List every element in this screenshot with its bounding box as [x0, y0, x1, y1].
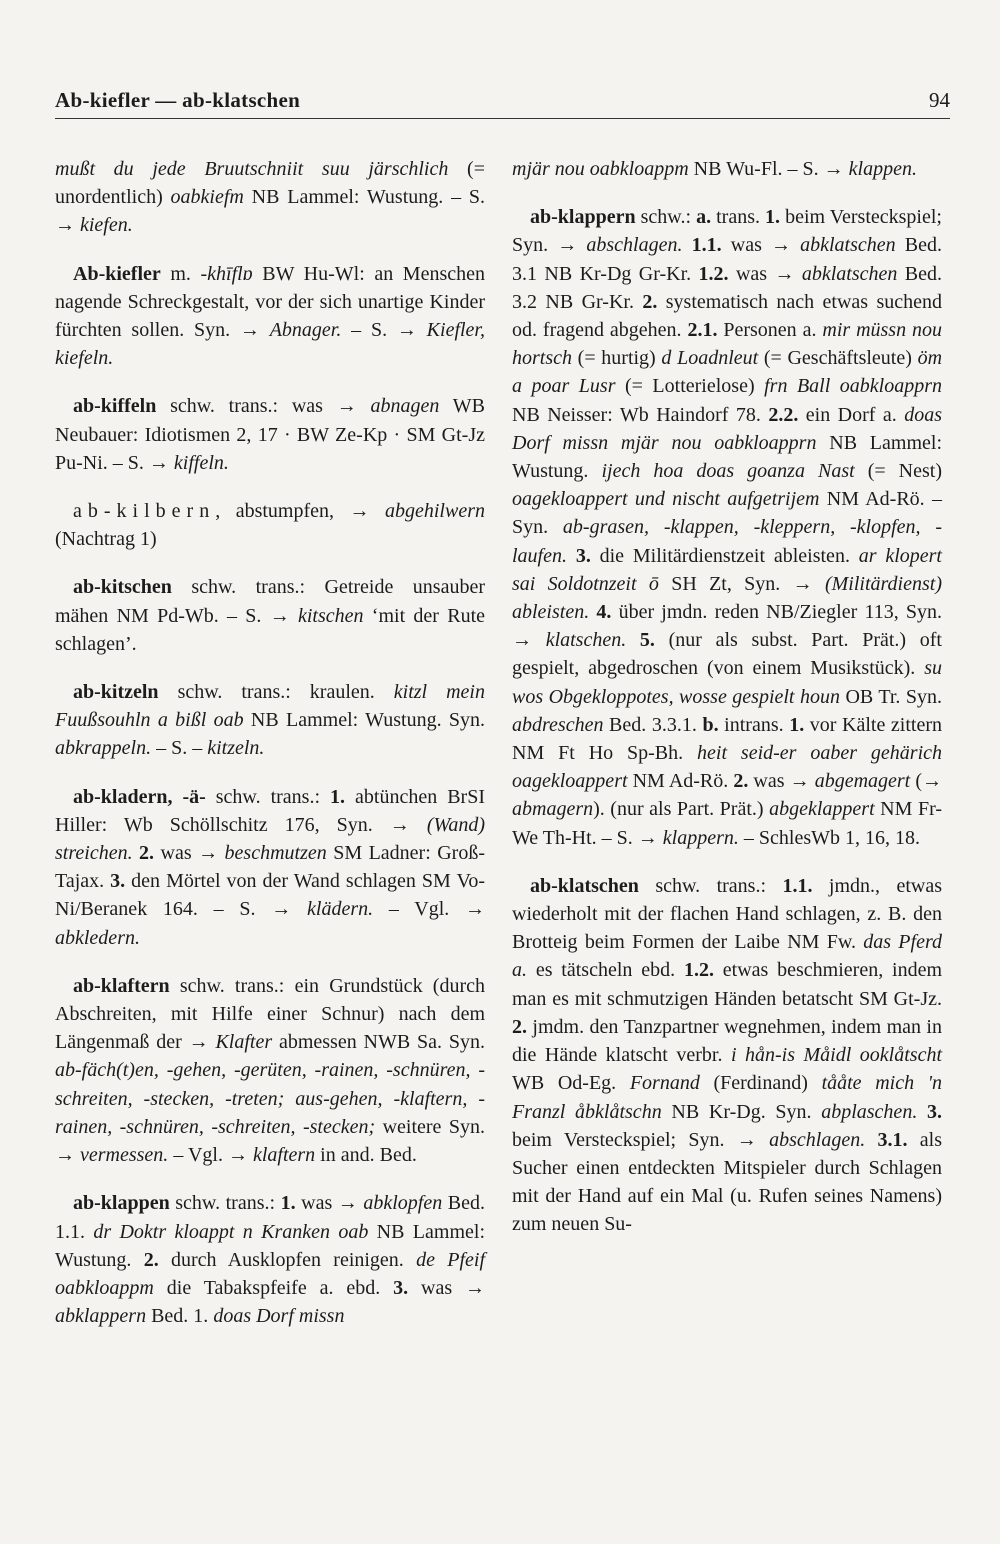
- entry-text: Bed. 1.1.: [55, 1192, 485, 1243]
- entry-text: beim Versteckspiel; Syn. →: [512, 1128, 770, 1151]
- dialect-form: d Loadnleut: [661, 347, 759, 370]
- dialect-form: abdreschen: [512, 713, 604, 736]
- entry-text: abmessen NWB Sa. Syn.: [272, 1031, 485, 1054]
- entry-text: WB Neubauer: Idiotismen 2, 17 · BW Ze-Kp · SM Gt-Jz Pu-Ni. – S. →: [55, 395, 486, 474]
- dictionary-entry: [55, 392, 485, 477]
- running-head: Ab-kiefler — ab-klatschen: [55, 88, 301, 112]
- sense-number: 1.: [330, 785, 346, 808]
- dialect-form: abkrappeln.: [55, 737, 152, 760]
- entry-text: SH Zt, Syn. →: [658, 572, 825, 595]
- entry-text: was →: [154, 842, 225, 865]
- headword: ab-kilbern: [73, 500, 216, 523]
- dictionary-entry: [55, 972, 485, 1169]
- entry-text: systematisch nach etwas suchend od. fragend abgehen.: [512, 290, 942, 342]
- dictionary-entry: [55, 1189, 485, 1330]
- dialect-form: doas Dorf missn: [213, 1305, 345, 1328]
- dialect-form: frn Ball oabkloapprn: [764, 375, 942, 398]
- sense-number: 1.: [765, 206, 781, 229]
- dialect-form: vermessen.: [80, 1144, 169, 1167]
- sense-number: 2.: [139, 842, 155, 865]
- dialect-form: ar klopert sai Soldotnzeit ō: [512, 544, 942, 595]
- headword: ab-kitzeln: [73, 681, 159, 704]
- dialect-form: mußt du jede Bruutschniit suu järschlich: [55, 158, 449, 180]
- entry-text: über jmdn. reden NB/Ziegler 113, Syn. →: [512, 601, 943, 652]
- dialect-form: abschlagen.: [586, 234, 683, 257]
- dialect-form: abkledern.: [55, 926, 140, 949]
- headword: ab-klappen: [73, 1192, 170, 1215]
- entry-text: ‘mit der Rute schlagen’.: [55, 604, 486, 655]
- entry-text: , abstumpfen, →: [215, 500, 385, 523]
- entry-text: schw. trans.: kraulen.: [158, 681, 394, 704]
- entry-text: etwas beschmieren, indem man es mit schmutzigen Händen betatscht SM Gt-Jz.: [512, 959, 943, 1010]
- entry-text: was →: [295, 1192, 364, 1215]
- dialect-form: klappern.: [662, 826, 739, 849]
- sense-number: 2.2.: [768, 403, 799, 426]
- dialect-form: abschlagen.: [769, 1128, 866, 1151]
- dialect-form: abgemagert: [814, 770, 911, 793]
- sense-number: 2.1.: [687, 319, 718, 342]
- entry-text: in and. Bed.: [315, 1144, 417, 1167]
- entry-text: ). (nur als Part. Prät.): [593, 798, 770, 821]
- dialect-form: öm a poar Lusr: [512, 347, 943, 398]
- entry-continuation: [512, 155, 942, 183]
- entry-text: – SchlesWb 1, 16, 18.: [738, 826, 920, 849]
- entry-text: (= Nest): [854, 460, 943, 483]
- headword: ab-kiffeln: [73, 395, 157, 418]
- sense-number: 2.: [512, 1015, 527, 1038]
- entry-text: NM Ad-Rö.: [627, 770, 734, 793]
- headword: ab-kladern, -ä-: [73, 785, 206, 808]
- sense-number: 3.: [575, 544, 591, 567]
- entry-text: NB Lammel: Wustung. – S. →: [55, 186, 485, 237]
- dialect-form: Fornand: [629, 1072, 700, 1095]
- dialect-form: ab-fäch(t)en, -gehen, -gerüten, -rainen, -schnüren, -schreiten, -stecken, -treten; aus-gehen, -klaftern, -rainen, -schnüren, -schreiten, -stecken;: [55, 1059, 485, 1138]
- entry-text: Personen a.: [717, 319, 823, 342]
- sense-number: 4.: [596, 601, 612, 624]
- dialect-form: heit seid-er oaber gehärich oagekloappert: [512, 742, 942, 793]
- dialect-form: doas Dorf missn mjär nou oabkloapprn: [512, 403, 942, 454]
- dictionary-entry: [55, 678, 485, 763]
- dictionary-entry: [55, 783, 485, 952]
- dialect-form: abgeklappert: [769, 798, 875, 821]
- entry-text: es tätscheln ebd.: [527, 959, 684, 982]
- sense-number: 1.: [789, 713, 805, 736]
- dialect-form: abklatschen: [800, 234, 896, 257]
- dialect-form: abmagern: [512, 798, 594, 821]
- dialect-form: klädern.: [307, 898, 374, 921]
- entry-text: Bed. 3.2 NB Gr-Kr.: [512, 262, 943, 313]
- dialect-form: kiefen.: [80, 214, 133, 237]
- entry-text: schw. trans.: Getreide unsauber mähen NM Pd-Wb. – S. →: [55, 576, 485, 627]
- dialect-form: abklatschen: [801, 262, 898, 285]
- dialect-form: klatschen.: [545, 629, 627, 652]
- dictionary-entry: [55, 573, 485, 658]
- sense-number: 3.: [927, 1100, 943, 1123]
- entry-text: was →: [408, 1276, 485, 1299]
- entry-text: (= unordentlich): [55, 158, 485, 209]
- entry-text: – Vgl. →: [373, 898, 485, 921]
- entry-text: jmdn., etwas wiederholt mit der flachen Hand schlagen, z. B. den Brotteig beim Formen der Laibe NM Fw.: [512, 874, 942, 954]
- dialect-form: abklopfen: [363, 1192, 443, 1215]
- dialect-form: de Pfeif oabkloappm: [55, 1248, 486, 1299]
- dialect-form: oagekloappert und nischt aufgetrijem: [512, 488, 820, 511]
- entry-text: – S. →: [341, 319, 427, 342]
- entry-text: NM Fr-We Th-Ht. – S. →: [512, 798, 942, 849]
- sense-number: 1.1.: [691, 234, 722, 257]
- entry-text: abtünchen BrSI Hiller: Wb Schöllschitz 176, Syn. →: [55, 785, 485, 836]
- entry-text: (→: [910, 770, 942, 793]
- page-header: [55, 86, 950, 119]
- dictionary-entry: [512, 203, 942, 852]
- entry-text: [917, 1101, 927, 1123]
- entry-text: ein Dorf a.: [798, 403, 905, 426]
- entry-text: beim Versteckspiel; Syn. →: [512, 206, 942, 257]
- entry-text: m.: [160, 262, 201, 285]
- dialect-form: klaftern: [252, 1144, 316, 1167]
- dialect-form: oabkiefm: [170, 186, 244, 209]
- entry-text: weitere Syn. →: [55, 1115, 485, 1167]
- dialect-form: Klafter: [215, 1031, 273, 1054]
- entry-text: schw. trans.:: [205, 785, 331, 808]
- dialect-form: (Wand) streichen.: [55, 813, 485, 865]
- sense-number: 2.: [642, 290, 658, 313]
- entry-text: schw. trans.: was →: [156, 395, 371, 418]
- dialect-form: mir müssn nou hortsch: [512, 319, 942, 370]
- dialect-form: beschmutzen: [224, 842, 327, 865]
- entry-text: NB Lammel: Wustung.: [512, 431, 943, 483]
- entry-text: schw. trans.: ein Grundstück (durch Abschreiten, mit Hilfe einer Schnur) nach dem Längenmaß der →: [55, 974, 485, 1054]
- entry-text: NB Wu-Fl. – S. →: [688, 158, 849, 180]
- entry-text: – S. –: [151, 737, 208, 760]
- entry-text: [626, 629, 640, 651]
- sense-number: b.: [702, 713, 719, 736]
- entry-text: NB Kr-Dg. Syn.: [661, 1100, 822, 1123]
- dialect-form: klappen.: [848, 158, 917, 180]
- entry-text: durch Ausklopfen reinigen.: [158, 1248, 417, 1271]
- dialect-form: (Militärdienst) ableisten.: [512, 572, 942, 624]
- entry-text: als Sucher einen entdeckten Mitspieler durch Schlagen mit der Hand auf ein Mal (u. Rufen seines Namens) zum neuen Su-: [512, 1128, 943, 1236]
- dialect-form: abklappern: [55, 1305, 147, 1328]
- entry-text: OB Tr. Syn.: [839, 685, 942, 708]
- entry-text: (nur als subst. Part. Prät.) oft gespielt, abgedroschen (von einem Musikstück).: [512, 629, 942, 680]
- entry-text: vor Kälte zittern NM Ft Ho Sp-Bh.: [512, 713, 942, 765]
- dialect-form: das Pferd a.: [512, 931, 942, 982]
- right-column: [512, 155, 942, 1259]
- entry-text: schw.:: [635, 206, 697, 229]
- entry-text: die Tabakspfeife a. ebd.: [153, 1276, 394, 1299]
- entry-text: BW Hu-Wl: an Menschen nagende Schreckgestalt, vor der sich unartige Kinder fürchten sollen. Syn. →: [55, 262, 485, 342]
- entry-text: [682, 234, 691, 256]
- entry-text: SM Ladner: Groß-Tajax.: [55, 842, 486, 893]
- dialect-form: abnagen: [370, 395, 440, 418]
- page-number: 94: [929, 88, 950, 112]
- dialect-form: Kiefler, kiefeln.: [55, 319, 486, 370]
- entry-text: WB Od-Eg.: [512, 1072, 630, 1095]
- dialect-form: abgehilwern: [385, 500, 485, 523]
- entry-text: (= Lotterielose): [615, 375, 765, 398]
- entry-text: jmdm. den Tanzpartner wegnehmen, indem man in die Hände klatscht verbr.: [512, 1015, 942, 1067]
- sense-number: 1.2.: [698, 262, 729, 285]
- headword: ab-klappern: [530, 206, 636, 229]
- dialect-form: kitzl mein Fuußsouhln a bißl oab: [55, 681, 485, 732]
- headword: ab-klaftern: [73, 974, 170, 997]
- entry-text: was →: [728, 262, 802, 285]
- dialect-form: abplaschen.: [821, 1100, 918, 1123]
- sense-number: 2.: [143, 1248, 159, 1271]
- dialect-form: ijech hoa doas goanza Nast: [601, 460, 855, 483]
- left-column: [55, 155, 485, 1350]
- entry-text: [567, 545, 576, 567]
- sense-number: 1.1.: [782, 874, 813, 897]
- dialect-form: -khīflɒ: [200, 262, 253, 285]
- dictionary-entry: [55, 497, 485, 553]
- dictionary-entry: [512, 872, 942, 1239]
- dialect-form: tååte mich 'n Franzl åbklåtschn: [512, 1072, 942, 1123]
- sense-number: 3.: [393, 1276, 409, 1299]
- entry-text: den Mörtel von der Wand schlagen SM Vo-Ni/Beranek 164. – S. →: [55, 870, 485, 921]
- entry-text: NM Ad-Rö. – Syn.: [512, 488, 942, 539]
- sense-number: 2.: [733, 770, 749, 793]
- entry-text: Bed. 1.: [146, 1305, 214, 1328]
- headword: ab-klatschen: [530, 874, 639, 897]
- entry-text: (= hurtig): [572, 347, 662, 370]
- entry-text: [865, 1129, 877, 1151]
- dialect-form: ab-grasen, -klappen, -kleppern, -klopfen, -laufen.: [512, 516, 942, 567]
- sense-number: a.: [696, 206, 712, 229]
- entry-text: die Militärdienstzeit ableisten.: [590, 544, 859, 567]
- sense-number: 3.1.: [877, 1128, 908, 1151]
- dialect-form: kitzeln.: [207, 737, 265, 760]
- headword: Ab-kiefler: [73, 262, 161, 285]
- dialect-form: mjär nou oabkloappm: [512, 158, 689, 180]
- entry-text: was →: [721, 234, 801, 257]
- entry-text: schw. trans.:: [169, 1192, 281, 1215]
- dialect-form: kiffeln.: [173, 451, 229, 474]
- entry-text: NB Lammel: Wustung. Syn.: [243, 709, 485, 732]
- entry-text: was →: [748, 770, 815, 793]
- entry-continuation: [55, 155, 485, 240]
- entry-text: schw. trans.:: [638, 874, 783, 897]
- sense-number: 5.: [639, 629, 655, 652]
- sense-number: 1.: [280, 1192, 296, 1215]
- sense-number: 1.2.: [683, 959, 714, 982]
- dialect-form: Abnager.: [269, 319, 342, 342]
- entry-text: (Nachtrag 1): [55, 528, 157, 551]
- entry-text: (Ferdinand): [699, 1072, 822, 1095]
- entry-text: NB Lammel: Wustung.: [55, 1220, 485, 1271]
- entry-text: – Vgl. →: [168, 1144, 253, 1167]
- dialect-form: kitschen: [298, 604, 364, 627]
- dictionary-entry: [55, 260, 485, 373]
- dialect-form: su wos Obgekloppotes, wosse gespielt houn: [512, 657, 942, 708]
- dialect-form: dr Doktr kloappt n Kranken oab: [93, 1220, 369, 1243]
- entry-text: Bed. 3.1 NB Kr-Dg Gr-Kr.: [512, 234, 943, 285]
- dialect-form: i hån-is Måidl ooklåtscht: [730, 1044, 942, 1067]
- entry-text: NB Neisser: Wb Haindorf 78.: [512, 403, 769, 426]
- sense-number: 3.: [110, 870, 126, 893]
- entry-text: trans.: [711, 206, 766, 229]
- headword: ab-kitschen: [73, 576, 172, 599]
- entry-text: intrans.: [718, 713, 790, 736]
- entry-text: (= Geschäftsleute): [758, 347, 918, 370]
- entry-text: Bed. 3.3.1.: [603, 713, 703, 736]
